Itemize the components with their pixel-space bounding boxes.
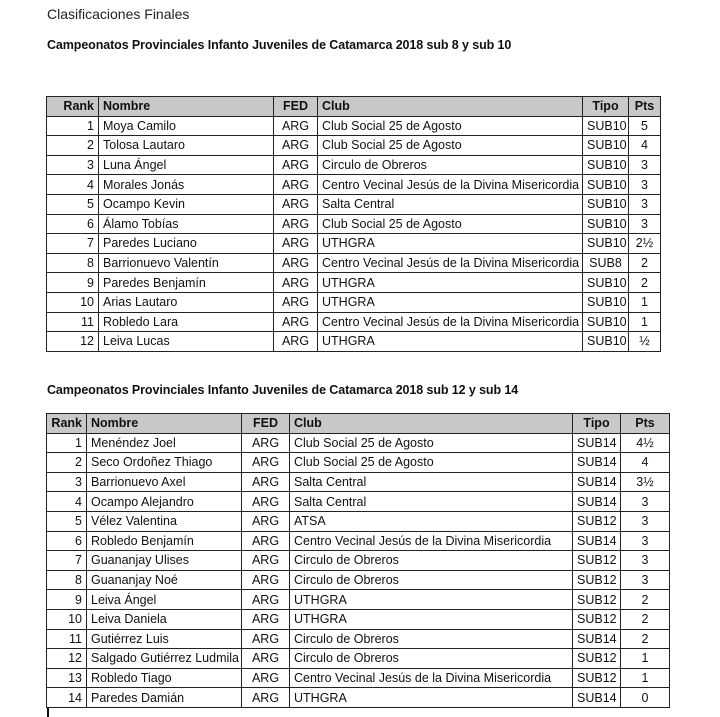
cell-name: Barrionuevo Valentín [99,253,274,273]
cell-pts: 5 [629,116,661,136]
cell-club: Circulo de Obreros [318,155,583,175]
cell-tipo: SUB12 [573,668,621,688]
cell-fed: ARG [242,590,290,610]
cell-club: ATSA [290,511,573,531]
column-header-name: Nombre [87,414,242,434]
table-row [47,332,661,352]
cell-fed: ARG [242,551,290,571]
cell-name: Álamo Tobías [99,214,274,234]
table-row [47,253,661,273]
column-header-rank: Rank [47,97,99,117]
cell-rank: 9 [47,273,99,293]
section-title-sub8-sub10: Campeonatos Provinciales Infanto Juveniles de Catamarca 2018 sub 8 y sub 10 [47,38,512,52]
table-row [47,312,661,332]
table-row [47,472,670,492]
cell-pts: 3 [629,155,661,175]
cell-name: Menéndez Joel [87,433,242,453]
cell-rank: 1 [47,116,99,136]
cell-fed: ARG [242,649,290,669]
cell-club: Club Social 25 de Agosto [318,214,583,234]
cell-name: Seco Ordoñez Thiago [87,453,242,473]
cell-pts: 2 [621,609,670,629]
cell-fed: ARG [274,332,318,352]
cell-rank: 9 [47,590,87,610]
cell-name: Arias Lautaro [99,292,274,312]
table-row [47,609,670,629]
cell-pts: 2 [629,273,661,293]
cell-club: UTHGRA [290,590,573,610]
cell-fed: ARG [274,253,318,273]
cell-rank: 5 [47,511,87,531]
cell-name: Robledo Benjamín [87,531,242,551]
cell-club: UTHGRA [318,234,583,254]
cell-club: UTHGRA [318,292,583,312]
table-row [47,649,670,669]
table-row [47,433,670,453]
cell-club: UTHGRA [290,688,573,708]
cell-name: Leiva Lucas [99,332,274,352]
cell-rank: 12 [47,649,87,669]
text-cursor [47,707,49,717]
cell-fed: ARG [274,155,318,175]
cell-name: Ocampo Alejandro [87,492,242,512]
column-header-club: Club [290,414,573,434]
cell-rank: 3 [47,472,87,492]
table-row [47,453,670,473]
cell-tipo: SUB10 [583,175,629,195]
cell-tipo: SUB10 [583,234,629,254]
table-row [47,214,661,234]
cell-fed: ARG [274,116,318,136]
cell-rank: 10 [47,609,87,629]
table-row [47,629,670,649]
cell-tipo: SUB14 [573,433,621,453]
cell-name: Leiva Daniela [87,609,242,629]
cell-tipo: SUB14 [573,492,621,512]
cell-rank: 12 [47,332,99,352]
cell-tipo: SUB10 [583,312,629,332]
cell-pts: 3 [629,214,661,234]
cell-rank: 1 [47,433,87,453]
cell-fed: ARG [242,531,290,551]
cell-name: Salgado Gutiérrez Ludmila [87,649,242,669]
cell-tipo: SUB10 [583,136,629,156]
cell-rank: 11 [47,629,87,649]
standings-table-sub12-sub14 [46,413,670,708]
table-row [47,175,661,195]
cell-name: Guananjay Noé [87,570,242,590]
cell-rank: 3 [47,155,99,175]
cell-rank: 4 [47,492,87,512]
table-row [47,590,670,610]
column-header-tipo: Tipo [573,414,621,434]
cell-name: Paredes Luciano [99,234,274,254]
cell-pts: 3 [629,194,661,214]
cell-club: Club Social 25 de Agosto [318,136,583,156]
cell-tipo: SUB14 [573,453,621,473]
cell-fed: ARG [242,433,290,453]
cell-tipo: SUB10 [583,292,629,312]
cell-name: Robledo Lara [99,312,274,332]
cell-fed: ARG [242,472,290,492]
cell-rank: 14 [47,688,87,708]
cell-club: Salta Central [290,472,573,492]
cell-pts: 3½ [621,472,670,492]
cell-fed: ARG [242,629,290,649]
cell-pts: 3 [621,531,670,551]
column-header-pts: Pts [621,414,670,434]
cell-tipo: SUB12 [573,511,621,531]
cell-fed: ARG [242,688,290,708]
cell-name: Paredes Damián [87,688,242,708]
cell-club: Circulo de Obreros [290,649,573,669]
cell-pts: 1 [629,292,661,312]
cell-tipo: SUB14 [573,531,621,551]
cell-name: Vélez Valentina [87,511,242,531]
cell-name: Leiva Ángel [87,590,242,610]
cell-fed: ARG [242,511,290,531]
table-row [47,511,670,531]
table-body [47,116,661,351]
table-header-row [47,97,661,117]
cell-pts: 2 [621,590,670,610]
standings-table-sub8-sub10 [46,96,661,352]
table-row [47,155,661,175]
column-header-club: Club [318,97,583,117]
cell-name: Moya Camilo [99,116,274,136]
cell-tipo: SUB8 [583,253,629,273]
cell-rank: 7 [47,234,99,254]
document-title: Clasificaciones Finales [47,6,190,22]
cell-club: UTHGRA [318,273,583,293]
cell-pts: 2 [621,629,670,649]
cell-tipo: SUB14 [573,472,621,492]
cell-fed: ARG [274,234,318,254]
cell-fed: ARG [274,214,318,234]
cell-tipo: SUB12 [573,649,621,669]
cell-tipo: SUB10 [583,273,629,293]
table-row [47,116,661,136]
cell-rank: 13 [47,668,87,688]
cell-club: Circulo de Obreros [290,551,573,571]
cell-name: Barrionuevo Axel [87,472,242,492]
cell-fed: ARG [274,273,318,293]
table-row [47,136,661,156]
cell-pts: 2 [629,253,661,273]
column-header-name: Nombre [99,97,274,117]
cell-pts: 3 [621,511,670,531]
cell-tipo: SUB12 [573,570,621,590]
cell-pts: 4½ [621,433,670,453]
cell-club: Club Social 25 de Agosto [290,433,573,453]
table-row [47,570,670,590]
section-title-sub12-sub14: Campeonatos Provinciales Infanto Juveniles de Catamarca 2018 sub 12 y sub 14 [47,383,519,397]
cell-rank: 2 [47,136,99,156]
cell-tipo: SUB12 [573,609,621,629]
table-row [47,551,670,571]
cell-club: Centro Vecinal Jesús de la Divina Misericordia [290,531,573,551]
column-header-fed: FED [242,414,290,434]
cell-tipo: SUB12 [573,551,621,571]
cell-rank: 4 [47,175,99,195]
cell-tipo: SUB14 [573,629,621,649]
cell-tipo: SUB10 [583,194,629,214]
cell-club: Centro Vecinal Jesús de la Divina Misericordia [318,312,583,332]
cell-rank: 6 [47,214,99,234]
cell-pts: 4 [629,136,661,156]
cell-club: Centro Vecinal Jesús de la Divina Misericordia [318,253,583,273]
cell-name: Tolosa Lautaro [99,136,274,156]
table-row [47,234,661,254]
table-row [47,292,661,312]
cell-name: Robledo Tiago [87,668,242,688]
cell-name: Ocampo Kevin [99,194,274,214]
cell-pts: 4 [621,453,670,473]
cell-tipo: SUB12 [573,590,621,610]
cell-name: Paredes Benjamín [99,273,274,293]
cell-tipo: SUB10 [583,332,629,352]
cell-club: Circulo de Obreros [290,629,573,649]
cell-rank: 8 [47,253,99,273]
cell-fed: ARG [242,668,290,688]
cell-pts: 3 [621,570,670,590]
column-header-pts: Pts [629,97,661,117]
table-row [47,194,661,214]
column-header-fed: FED [274,97,318,117]
column-header-tipo: Tipo [583,97,629,117]
cell-club: Salta Central [318,194,583,214]
cell-pts: 3 [621,492,670,512]
table-row [47,492,670,512]
table-row [47,668,670,688]
table-row [47,273,661,293]
cell-tipo: SUB10 [583,116,629,136]
cell-rank: 8 [47,570,87,590]
cell-pts: 3 [621,551,670,571]
cell-pts: 1 [629,312,661,332]
cell-club: Circulo de Obreros [290,570,573,590]
cell-pts: 1 [621,649,670,669]
cell-rank: 7 [47,551,87,571]
cell-fed: ARG [242,492,290,512]
cell-club: Club Social 25 de Agosto [290,453,573,473]
cell-club: UTHGRA [290,609,573,629]
cell-club: Salta Central [290,492,573,512]
cell-club: Club Social 25 de Agosto [318,116,583,136]
cell-fed: ARG [242,609,290,629]
cell-fed: ARG [274,292,318,312]
table-row [47,688,670,708]
cell-tipo: SUB10 [583,214,629,234]
cell-pts: 2½ [629,234,661,254]
cell-pts: 1 [621,668,670,688]
cell-pts: 0 [621,688,670,708]
cell-tipo: SUB14 [573,688,621,708]
cell-name: Morales Jonás [99,175,274,195]
table-row [47,531,670,551]
cell-name: Guananjay Ulises [87,551,242,571]
cell-fed: ARG [242,570,290,590]
cell-name: Luna Ángel [99,155,274,175]
table-header-row [47,414,670,434]
cell-rank: 2 [47,453,87,473]
cell-fed: ARG [274,312,318,332]
cell-fed: ARG [242,453,290,473]
column-header-rank: Rank [47,414,87,434]
cell-club: Centro Vecinal Jesús de la Divina Misericordia [290,668,573,688]
cell-pts: ½ [629,332,661,352]
cell-rank: 11 [47,312,99,332]
cell-fed: ARG [274,136,318,156]
cell-pts: 3 [629,175,661,195]
cell-club: UTHGRA [318,332,583,352]
cell-rank: 5 [47,194,99,214]
cell-fed: ARG [274,194,318,214]
table-body [47,433,670,707]
cell-name: Gutiérrez Luis [87,629,242,649]
cell-tipo: SUB10 [583,155,629,175]
cell-fed: ARG [274,175,318,195]
cell-club: Centro Vecinal Jesús de la Divina Misericordia [318,175,583,195]
cell-rank: 6 [47,531,87,551]
cell-rank: 10 [47,292,99,312]
